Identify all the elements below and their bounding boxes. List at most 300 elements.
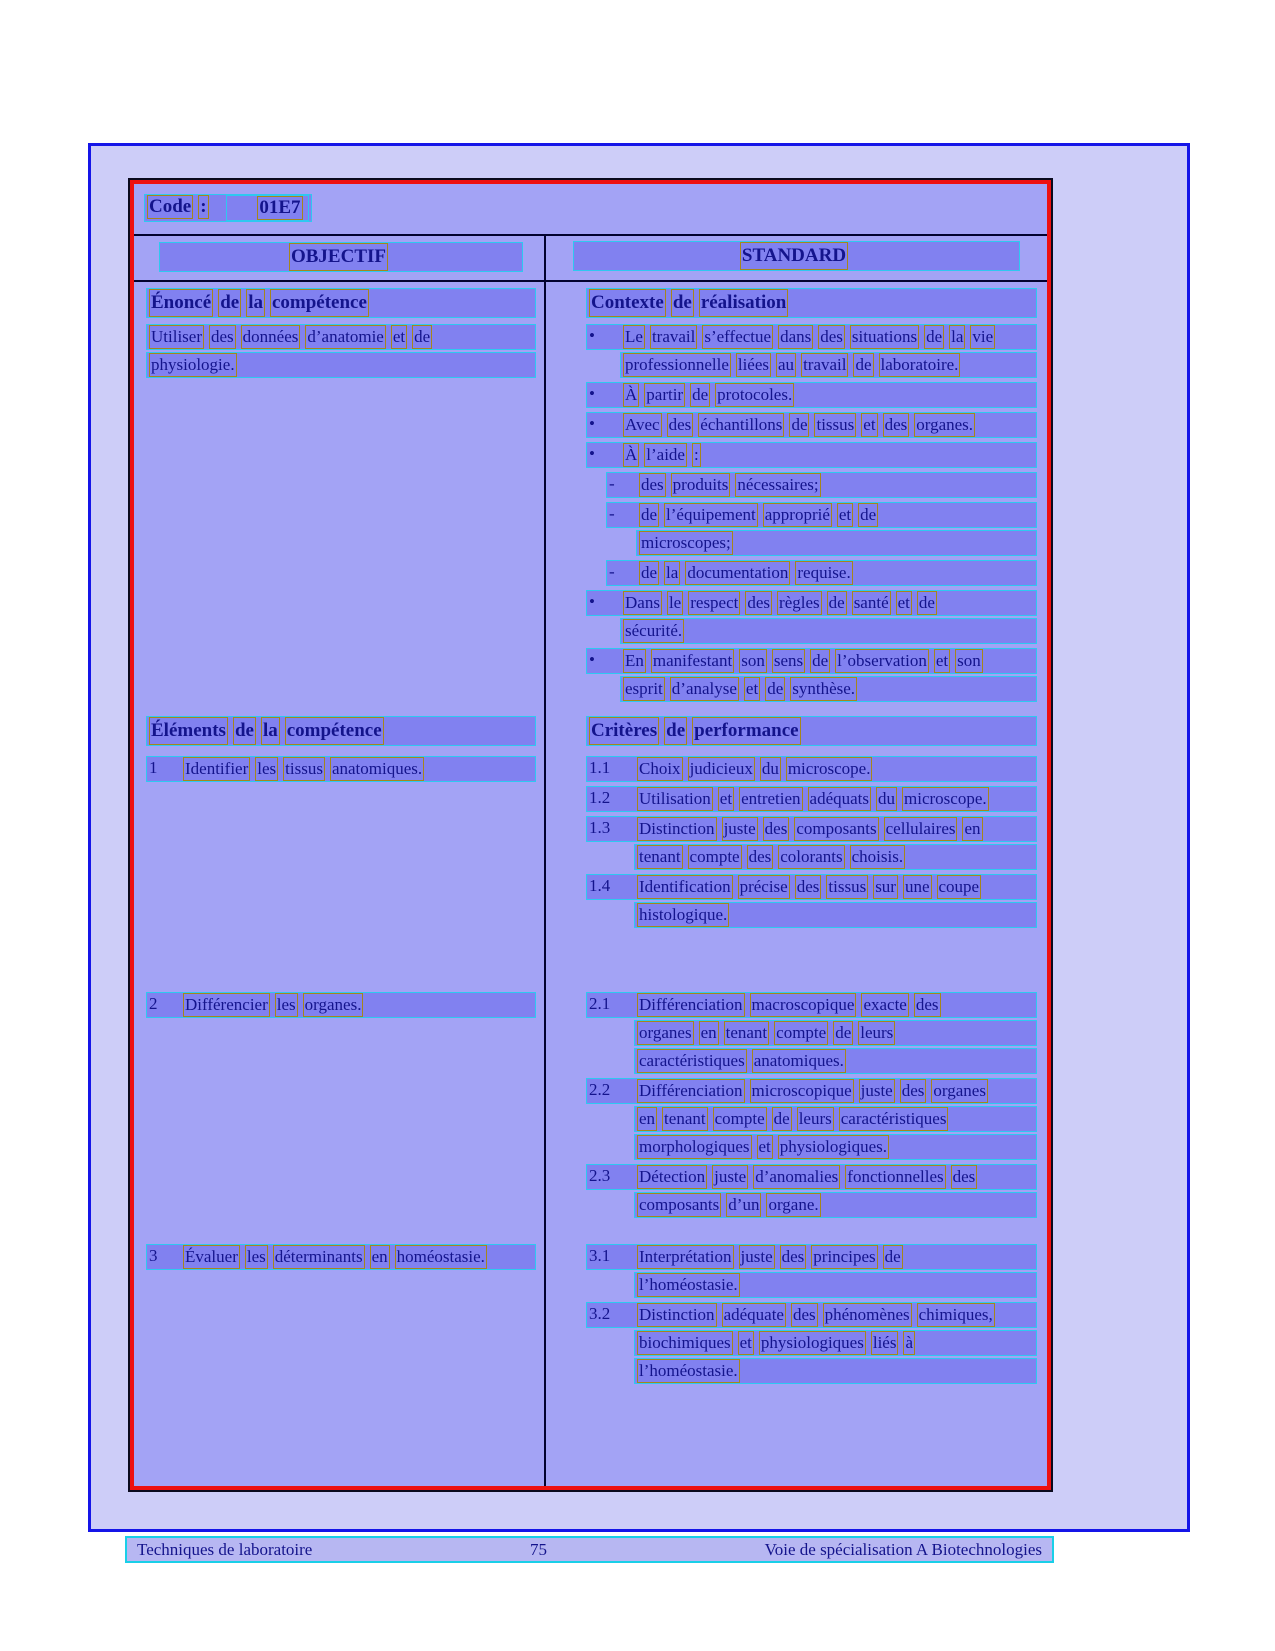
word: de xyxy=(827,591,847,615)
word: organes. xyxy=(914,413,975,437)
word: tenant xyxy=(662,1107,708,1131)
word: Détection xyxy=(637,1165,707,1189)
word: de xyxy=(671,289,694,317)
word: et xyxy=(718,787,734,811)
text-line xyxy=(146,1244,536,1270)
enonce-contexte-row xyxy=(134,282,1047,710)
word: et xyxy=(391,325,407,349)
word: de xyxy=(233,717,256,745)
objectif-header-cell xyxy=(134,236,544,282)
word: et xyxy=(744,677,760,701)
enonce-heading xyxy=(146,288,536,318)
word: le xyxy=(667,591,683,615)
dash-marker: - xyxy=(609,562,615,581)
text-line xyxy=(620,352,1037,378)
elements-heading-cell xyxy=(134,710,544,750)
word: physiologie. xyxy=(149,353,237,377)
word: du xyxy=(876,787,897,811)
word: juste xyxy=(722,817,758,841)
standard-header-cell xyxy=(544,236,1047,282)
objectif-header xyxy=(159,242,524,272)
word: OBJECTIF xyxy=(289,243,388,271)
word: Différencier xyxy=(183,993,270,1017)
word: microscope. xyxy=(902,787,989,811)
word: règles xyxy=(777,591,822,615)
word: synthèse. xyxy=(790,677,857,701)
text-line xyxy=(146,992,536,1018)
word: caractéristiques xyxy=(839,1107,949,1131)
word: de xyxy=(858,503,878,527)
word: des xyxy=(951,1165,978,1189)
bullet-marker: • xyxy=(589,326,595,345)
text-line xyxy=(586,786,1037,812)
word: organes xyxy=(931,1079,988,1103)
word: s’effectue xyxy=(702,325,773,349)
word: situations xyxy=(850,325,919,349)
word: Le xyxy=(623,325,645,349)
word: des xyxy=(791,1303,818,1327)
word: les xyxy=(245,1245,268,1269)
criterion-number: 1.4 xyxy=(589,876,611,895)
text-line xyxy=(586,992,1037,1018)
enonce-text xyxy=(146,324,536,378)
word: chimiques, xyxy=(917,1303,995,1327)
competency-row-3 xyxy=(134,1238,1047,1486)
word: en xyxy=(699,1021,719,1045)
word: partir xyxy=(644,383,685,407)
text-line xyxy=(620,676,1037,702)
enonce-cell xyxy=(134,282,544,710)
element-number: 2 xyxy=(149,994,158,1013)
column-header-row xyxy=(134,236,1047,282)
text-line xyxy=(586,1164,1037,1190)
element-3-cell xyxy=(134,1238,544,1486)
word: caractéristiques xyxy=(637,1049,747,1073)
text-line xyxy=(586,874,1037,900)
bullet-marker: • xyxy=(589,650,595,669)
word: compétence xyxy=(285,717,384,745)
word: protocoles. xyxy=(715,383,794,407)
word: Différenciation xyxy=(637,993,745,1017)
criterion-number: 2.1 xyxy=(589,994,611,1013)
word: la xyxy=(664,561,680,585)
word: d’anomalies xyxy=(753,1165,840,1189)
list-item xyxy=(586,992,1037,1074)
word: manifestant xyxy=(651,649,734,673)
word: Distinction xyxy=(637,817,717,841)
word: des xyxy=(639,473,666,497)
code-value xyxy=(257,196,307,217)
word: composants xyxy=(794,817,878,841)
criterion-number: 2.2 xyxy=(589,1080,611,1099)
word: physiologiques xyxy=(759,1331,866,1355)
text-line xyxy=(634,1134,1037,1160)
word: de xyxy=(772,1107,792,1131)
list-item xyxy=(586,382,1037,408)
word: entretien xyxy=(739,787,802,811)
list-item xyxy=(606,502,1037,556)
word: À xyxy=(623,443,639,467)
word: sens xyxy=(772,649,805,673)
footer-section-title: Voie de spécialisation A Biotechnologies xyxy=(764,1539,1042,1559)
word: Identification xyxy=(637,875,733,899)
word: de xyxy=(690,383,710,407)
criteria-3-cell xyxy=(544,1238,1047,1486)
text-line xyxy=(586,1078,1037,1104)
element-1-cell xyxy=(134,750,544,986)
word: Dans xyxy=(623,591,662,615)
list-item xyxy=(586,786,1037,812)
text-line xyxy=(634,1330,1037,1356)
text-line xyxy=(634,902,1037,928)
word: anatomiques. xyxy=(330,757,424,781)
word: de xyxy=(833,1021,853,1045)
text-line xyxy=(586,382,1037,408)
word: esprit xyxy=(623,677,665,701)
bullet-marker: • xyxy=(589,384,595,403)
list-item xyxy=(586,648,1037,702)
word: macroscopique xyxy=(750,993,857,1017)
text-line xyxy=(586,1244,1037,1270)
word: morphologiques xyxy=(637,1135,752,1159)
word: requise. xyxy=(795,561,852,585)
word: sur xyxy=(873,875,898,899)
text-line xyxy=(634,1192,1037,1218)
word: santé xyxy=(852,591,891,615)
list-item xyxy=(586,324,1037,378)
word: de xyxy=(789,413,809,437)
word: Évaluer xyxy=(183,1245,240,1269)
list-item xyxy=(586,874,1037,928)
code-value-box xyxy=(226,195,308,221)
criterion-number: 1.3 xyxy=(589,818,611,837)
word: en xyxy=(962,817,982,841)
word: STANDARD xyxy=(740,242,848,270)
code-line xyxy=(144,194,312,222)
word: en xyxy=(370,1245,390,1269)
word: Interprétation xyxy=(637,1245,734,1269)
word: adéquats xyxy=(808,787,871,811)
word: des xyxy=(914,993,941,1017)
list-item xyxy=(586,756,1037,782)
word: compte xyxy=(774,1021,828,1045)
word: de xyxy=(765,677,785,701)
word: juste xyxy=(712,1165,748,1189)
word: 01E7 xyxy=(259,197,301,218)
contexte-bullet-list xyxy=(586,324,1037,702)
list-item xyxy=(146,756,536,782)
list-item xyxy=(586,590,1037,644)
list-item xyxy=(606,472,1037,498)
word: principes xyxy=(811,1245,877,1269)
word: Utiliser xyxy=(149,325,204,349)
word: : xyxy=(692,443,701,467)
word: cellulaires xyxy=(884,817,958,841)
word: nécessaires; xyxy=(735,473,820,497)
word: microscopique xyxy=(750,1079,854,1103)
word: des xyxy=(900,1079,927,1103)
text-line xyxy=(634,1358,1037,1384)
word: une xyxy=(903,875,932,899)
word: tissus xyxy=(814,413,856,437)
word: de xyxy=(883,1245,903,1269)
elements-criteres-header-row xyxy=(134,710,1047,750)
standard-header xyxy=(573,241,1020,271)
text-line xyxy=(634,844,1037,870)
criteres-heading-cell xyxy=(544,710,1047,750)
word: des xyxy=(763,817,790,841)
word: de xyxy=(924,325,944,349)
text-line xyxy=(586,816,1037,842)
word: d’anatomie xyxy=(305,325,385,349)
word: les xyxy=(255,757,278,781)
word: vie xyxy=(970,325,995,349)
list-item xyxy=(606,560,1037,586)
contexte-cell xyxy=(544,282,1047,710)
word: compétence xyxy=(270,289,369,317)
word: Différenciation xyxy=(637,1079,745,1103)
word: la xyxy=(246,289,265,317)
text-line xyxy=(634,1106,1037,1132)
word: documentation xyxy=(685,561,790,585)
word: tissus xyxy=(826,875,868,899)
text-line xyxy=(586,756,1037,782)
word: déterminants xyxy=(273,1245,365,1269)
word: approprié xyxy=(763,503,832,527)
word: de xyxy=(664,717,687,745)
word: leurs xyxy=(797,1107,834,1131)
word: Avec xyxy=(623,413,662,437)
list-item xyxy=(586,412,1037,438)
contexte-heading xyxy=(586,288,1037,318)
word: produits xyxy=(671,473,731,497)
word: Utilisation xyxy=(637,787,713,811)
word: réalisation xyxy=(699,289,789,317)
word: Éléments xyxy=(149,717,228,745)
word: Identifier xyxy=(183,757,250,781)
text-line xyxy=(634,1048,1037,1074)
word: respect xyxy=(688,591,740,615)
text-line xyxy=(620,618,1037,644)
word: organes xyxy=(637,1021,694,1045)
word: de xyxy=(412,325,432,349)
text-line xyxy=(146,324,536,350)
word: des xyxy=(747,845,774,869)
word: la xyxy=(261,717,280,745)
text-line xyxy=(586,412,1037,438)
word: de xyxy=(917,591,937,615)
word: anatomiques. xyxy=(752,1049,846,1073)
word: des xyxy=(745,591,772,615)
word: de xyxy=(810,649,830,673)
word: adéquate xyxy=(722,1303,786,1327)
text-line xyxy=(634,1020,1037,1046)
footer-document-title: Techniques de laboratoire xyxy=(137,1539,313,1559)
word: au xyxy=(776,353,796,377)
word: organes. xyxy=(303,993,364,1017)
word: Contexte xyxy=(589,289,666,317)
word: Distinction xyxy=(637,1303,717,1327)
criterion-number: 1.2 xyxy=(589,788,611,807)
word: sécurité. xyxy=(623,619,684,643)
word: du xyxy=(760,757,781,781)
word: et xyxy=(861,413,877,437)
word: données xyxy=(241,325,301,349)
word: : xyxy=(200,196,207,217)
list-item xyxy=(586,1078,1037,1160)
bullet-marker: • xyxy=(589,444,595,463)
word: à xyxy=(903,1331,915,1355)
table-red-border xyxy=(130,180,1051,1490)
word: la xyxy=(949,325,965,349)
word: Choix xyxy=(637,757,683,781)
word: composants xyxy=(637,1193,721,1217)
word: des xyxy=(818,325,845,349)
word: physiologiques. xyxy=(778,1135,889,1159)
word: organe. xyxy=(766,1193,820,1217)
text-line xyxy=(586,648,1037,674)
word: homéostasie. xyxy=(395,1245,487,1269)
criteria-2-cell xyxy=(544,986,1047,1238)
code-label xyxy=(147,196,214,217)
word: l’aide xyxy=(644,443,687,467)
list-item xyxy=(586,816,1037,870)
word: Énoncé xyxy=(149,289,213,317)
list-item xyxy=(146,1244,536,1270)
word: d’un xyxy=(726,1193,761,1217)
element-number: 3 xyxy=(149,1246,158,1265)
word: juste xyxy=(739,1245,775,1269)
list-item xyxy=(586,1164,1037,1218)
bullet-marker: • xyxy=(589,592,595,611)
text-line xyxy=(586,590,1037,616)
word: microscope. xyxy=(786,757,873,781)
competency-row-1 xyxy=(134,750,1047,986)
word: Critères xyxy=(589,717,659,745)
competency-row-2 xyxy=(134,986,1047,1238)
dash-marker: - xyxy=(609,474,615,493)
word: À xyxy=(623,383,639,407)
criterion-number: 1.1 xyxy=(589,758,611,777)
word: professionnelle xyxy=(623,353,731,377)
word: de xyxy=(639,503,659,527)
word: des xyxy=(795,875,822,899)
word: laboratoire. xyxy=(879,353,961,377)
list-item xyxy=(586,1302,1037,1384)
word: l’équipement xyxy=(664,503,758,527)
word: leurs xyxy=(858,1021,895,1045)
word: judicieux xyxy=(688,757,755,781)
word: colorants xyxy=(778,845,844,869)
word: phénomènes xyxy=(823,1303,912,1327)
word: l’homéostasie. xyxy=(637,1359,740,1383)
word: et xyxy=(896,591,912,615)
word: d’analyse xyxy=(670,677,739,701)
word: son xyxy=(739,649,767,673)
text-line xyxy=(146,352,536,378)
word: juste xyxy=(859,1079,895,1103)
word: des xyxy=(209,325,236,349)
word: tenant xyxy=(724,1021,770,1045)
word: tissus xyxy=(283,757,325,781)
word: des xyxy=(667,413,694,437)
word: précise xyxy=(738,875,790,899)
word: biochimiques xyxy=(637,1331,733,1355)
footer-page-number: 75 xyxy=(530,1539,548,1559)
text-line xyxy=(606,502,1037,528)
text-line xyxy=(586,442,1037,468)
word: liés xyxy=(871,1331,899,1355)
word: des xyxy=(780,1245,807,1269)
word: l’observation xyxy=(835,649,929,673)
criteres-heading xyxy=(586,716,1037,746)
element-number: 1 xyxy=(149,758,158,777)
word: travail xyxy=(650,325,697,349)
criteria-1-cell xyxy=(544,750,1047,986)
list-item xyxy=(586,442,1037,468)
code-row xyxy=(134,184,1047,236)
word: En xyxy=(623,649,646,673)
text-line xyxy=(636,530,1037,556)
word: et xyxy=(934,649,950,673)
page-footer xyxy=(125,1536,1054,1563)
dash-marker: - xyxy=(609,504,615,523)
text-line xyxy=(606,472,1037,498)
word: et xyxy=(738,1331,754,1355)
word: liées xyxy=(736,353,771,377)
word: travail xyxy=(801,353,848,377)
word: choisis. xyxy=(850,845,905,869)
word: son xyxy=(955,649,983,673)
text-line xyxy=(606,560,1037,586)
word: compte xyxy=(713,1107,767,1131)
word: des xyxy=(883,413,910,437)
word: coupe xyxy=(937,875,982,899)
word: Code xyxy=(149,196,192,217)
word: fonctionnelles xyxy=(845,1165,945,1189)
word: dans xyxy=(778,325,813,349)
word: de xyxy=(639,561,659,585)
word: les xyxy=(275,993,298,1017)
criterion-number: 3.1 xyxy=(589,1246,611,1265)
word: et xyxy=(837,503,853,527)
word: exacte xyxy=(861,993,908,1017)
word: tenant xyxy=(637,845,683,869)
word: en xyxy=(637,1107,657,1131)
criterion-number: 3.2 xyxy=(589,1304,611,1323)
word: l’homéostasie. xyxy=(637,1273,740,1297)
text-line xyxy=(586,324,1037,350)
word: de xyxy=(218,289,241,317)
text-line xyxy=(586,1302,1037,1328)
word: échantillons xyxy=(698,413,784,437)
bullet-marker: • xyxy=(589,414,595,433)
list-item xyxy=(146,992,536,1018)
competency-table xyxy=(128,178,1053,1492)
text-line xyxy=(146,756,536,782)
word: performance xyxy=(692,717,800,745)
word: et xyxy=(757,1135,773,1159)
elements-heading xyxy=(146,716,536,746)
word: compte xyxy=(688,845,742,869)
list-item xyxy=(586,1244,1037,1298)
word: microscopes; xyxy=(639,531,733,555)
word: histologique. xyxy=(637,903,729,927)
word: de xyxy=(853,353,873,377)
text-line xyxy=(634,1272,1037,1298)
element-2-cell xyxy=(134,986,544,1238)
criterion-number: 2.3 xyxy=(589,1166,611,1185)
